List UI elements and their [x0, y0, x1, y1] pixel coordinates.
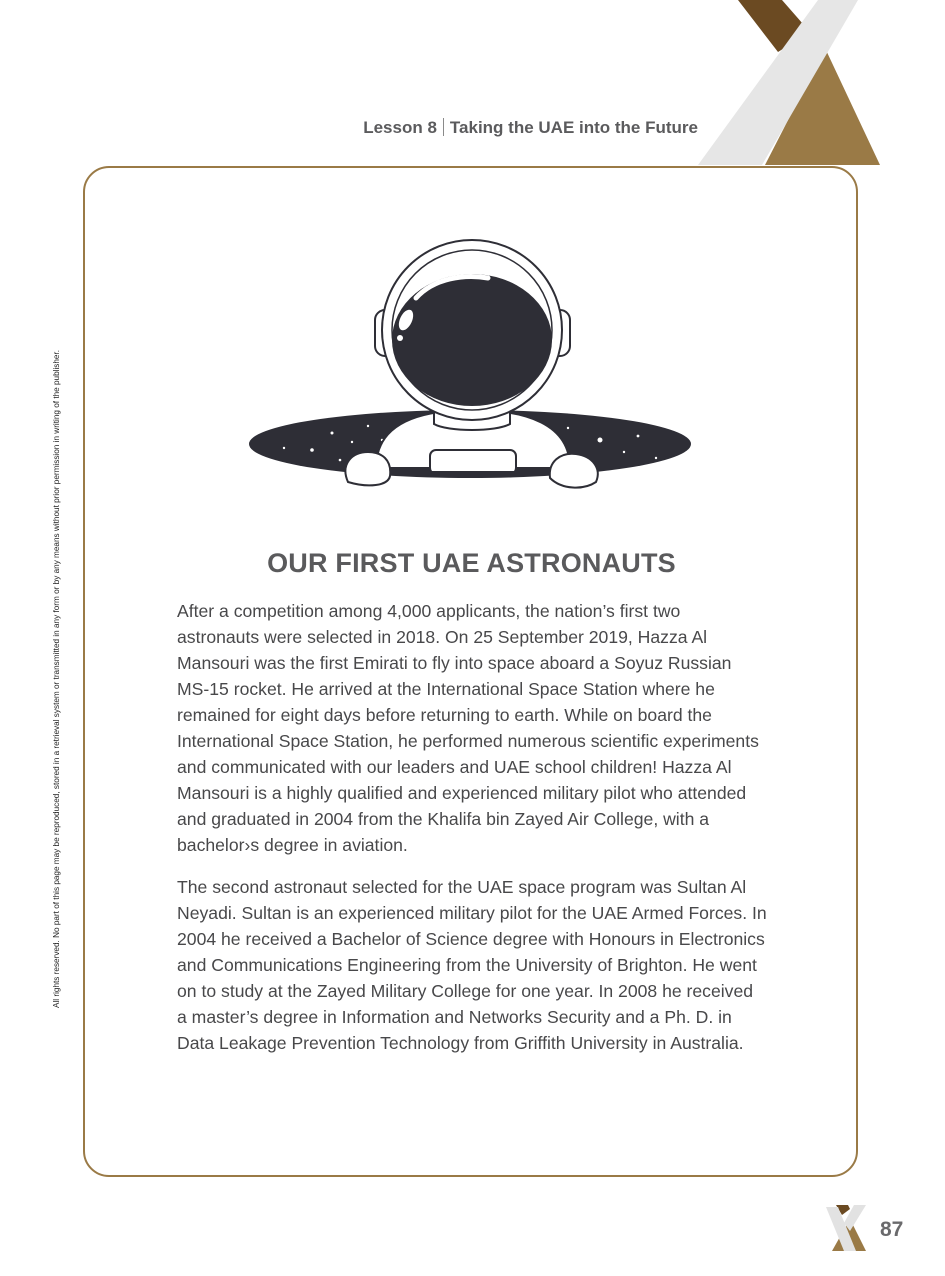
page-number: 87	[880, 1218, 904, 1241]
body-text	[177, 598, 767, 1072]
paragraph-sultan: The second astronaut selected for the UAE space program was Sultan Al Neyadi. Sultan is an experienced military pilot for the UAE Armed Forces. In 2004 he received a Bachelor of Science degree with Honours in Electronics and Communications Engineering from the University of Brighton. He went on to study at the Zayed Military College for one year. In 2008 he received a master’s degree in Information and Networks Security and a Ph. D. in Data Leakage Prevention Technology from Griffith University in Australia.	[177, 877, 767, 1053]
header-divider	[443, 118, 444, 136]
copyright-notice: All rights reserved. No part of this page may be reproduced, stored in a retrieval system or transmitted in any form or by any means without prior permission in writing of the publisher.	[52, 349, 61, 1008]
section-title: OUR FIRST UAE ASTRONAUTS	[267, 548, 676, 578]
lesson-number: Lesson 8	[363, 118, 437, 137]
corner-decoration	[690, 0, 945, 170]
lesson-title: Taking the UAE into the Future	[449, 118, 698, 137]
paragraph-hazza: After a competition among 4,000 applicants, the nation’s first two astronauts were selected in 2018. On 25 September 2019, Hazza Al Mansouri was the first Emirati to fly into space aboard a Soyuz Russian MS-15 rocket. He arrived at the International Space Station where he remained for eight days before returning to earth. While on board the International Space Station, he performed numerous scientific experiments and communicated with our leaders and UAE school children! Hazza Al Mansouri is a highly qualified and experienced military pilot who attended and graduated in 2004 from the Khalifa bin Zayed Air College, with a bachelor›s degree in aviation.	[177, 601, 759, 855]
lesson-header	[363, 118, 698, 138]
astronaut-illustration	[248, 228, 696, 496]
page-number-decoration	[826, 1205, 870, 1251]
